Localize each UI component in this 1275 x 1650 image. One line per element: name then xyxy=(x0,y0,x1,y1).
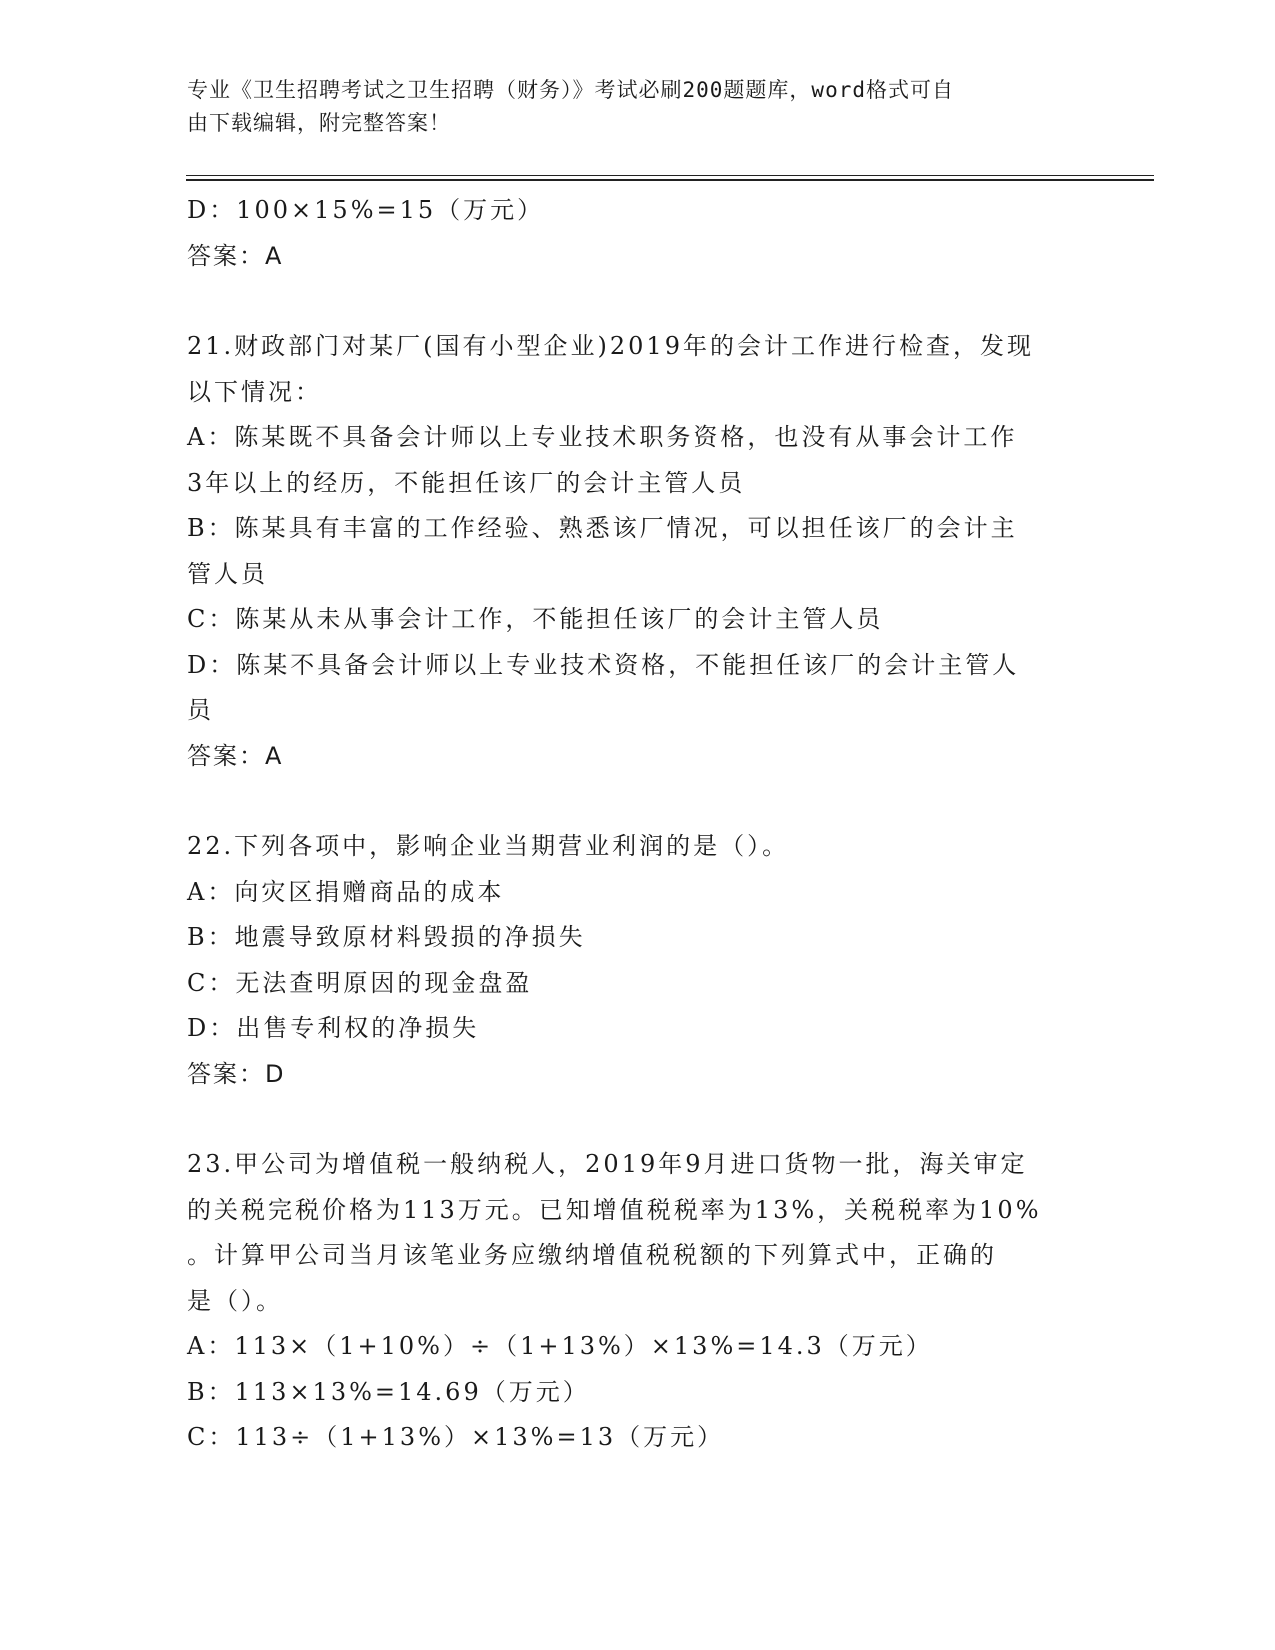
header-line-2: 由下载编辑，附完整答案！ xyxy=(187,111,451,135)
option-b: B：地震导致原材料毁损的净损失 xyxy=(187,923,586,951)
previous-question-tail xyxy=(187,188,1087,279)
question-21 xyxy=(187,324,1087,779)
option-b: B：陈某具有丰富的工作经验、熟悉该厂情况，可以担任该厂的会计主 xyxy=(187,514,1018,542)
question-23 xyxy=(187,1142,1087,1461)
option-d: D：陈某不具备会计师以上专业技术资格，不能担任该厂的会计主管人 xyxy=(187,650,1020,679)
option-d: D：100×15%=15（万元） xyxy=(187,196,545,224)
option-c: C：113÷（1+13%）×13%=13（万元） xyxy=(187,1423,725,1451)
answer-line: 答案：A xyxy=(187,241,284,270)
option-c: C：无法查明原因的现金盘盈 xyxy=(187,968,533,997)
question-stem-cont: 。计算甲公司当月该笔业务应缴纳增值税税额的下列算式中，正确的 xyxy=(187,1241,997,1269)
option-b-cont: 管人员 xyxy=(187,559,268,588)
question-stem: 21.财政部门对某厂(国有小型企业)2019年的会计工作进行检查，发现 xyxy=(187,332,1034,360)
option-a: A：113×（1+10%）÷（1+13%）×13%=14.3（万元） xyxy=(187,1332,933,1360)
option-d: D：出售专利权的净损失 xyxy=(187,1014,480,1042)
option-a: A：陈某既不具备会计师以上专业技术职务资格，也没有从事会计工作 xyxy=(187,423,1018,451)
header-line-1: 专业《卫生招聘考试之卫生招聘（财务）》考试必刷200题题库，word格式可自 xyxy=(187,78,954,102)
answer-line: 答案：A xyxy=(187,741,284,770)
option-d-cont: 员 xyxy=(187,696,214,724)
question-stem-cont: 以下情况： xyxy=(187,377,322,406)
header-divider-thick xyxy=(186,179,1154,181)
option-b: B：113×13%=14.69（万元） xyxy=(187,1377,590,1406)
question-stem: 22.下列各项中，影响企业当期营业利润的是（）。 xyxy=(187,832,790,860)
option-a: A：向灾区捐赠商品的成本 xyxy=(187,877,505,906)
header-divider-thin xyxy=(186,175,1154,176)
option-a-cont: 3年以上的经历，不能担任该厂的会计主管人员 xyxy=(187,468,746,497)
question-stem-cont: 的关税完税价格为113万元。已知增值税税率为13%，关税税率为10% xyxy=(187,1195,1042,1224)
question-stem: 23.甲公司为增值税一般纳税人，2019年9月进口货物一批，海关审定 xyxy=(187,1150,1028,1178)
question-content xyxy=(187,188,1087,1461)
answer-line: 答案：D xyxy=(187,1059,286,1088)
question-stem-cont: 是（）。 xyxy=(187,1286,283,1315)
question-22 xyxy=(187,824,1087,1097)
option-c: C：陈某从未从事会计工作，不能担任该厂的会计主管人员 xyxy=(187,605,884,633)
page-header xyxy=(187,74,1067,140)
